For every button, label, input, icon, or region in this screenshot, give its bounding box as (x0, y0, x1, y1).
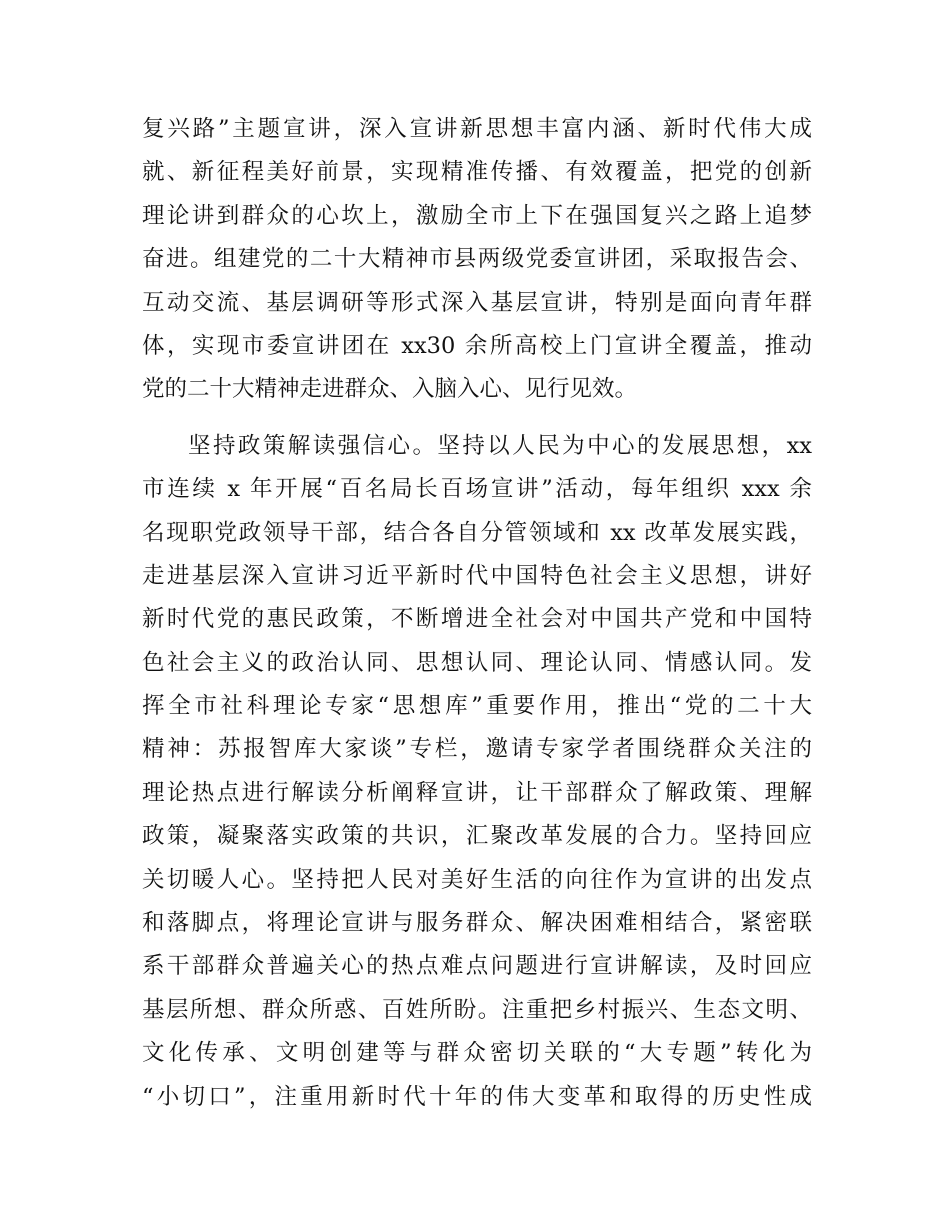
text-line: 政策，凝聚落实政策的共识，汇聚改革发展的合力。坚持回应 (142, 823, 812, 850)
text-line: 名现职党政领导干部，结合各自分管领域和 xx 改革发展实践， (142, 519, 812, 546)
paragraph-1 (142, 108, 812, 412)
text-line: 基层所想、群众所惑、百姓所盼。注重把乡村振兴、生态文明、 (142, 996, 812, 1023)
text-line: 关切暖人心。坚持把人民对美好生活的向往作为宣讲的出发点 (142, 866, 812, 893)
text-line: 复兴路”主题宣讲，深入宣讲新思想丰富内涵、新时代伟大成 (142, 116, 812, 142)
text-line: “小切口”，注重用新时代十年的伟大变革和取得的历史性成 (142, 1083, 812, 1110)
text-line: 色社会主义的政治认同、思想认同、理论认同、情感认同。发 (142, 649, 812, 676)
body-text (142, 108, 812, 1119)
text-line: 挥全市社科理论专家“思想库”重要作用，推出“党的二十大 (142, 693, 812, 720)
text-line: 走进基层深入宣讲习近平新时代中国特色社会主义思想，讲好 (142, 562, 812, 589)
text-line: 就、新征程美好前景，实现精准传播、有效覆盖，把党的创新 (142, 159, 812, 186)
text-line: 市连续 x 年开展“百名局长百场宣讲”活动，每年组织 xxx 余 (142, 476, 812, 503)
text-line: 党的二十大精神走进群众、入脑入心、见行见效。 (142, 376, 638, 403)
text-line: 互动交流、基层调研等形式深入基层宣讲，特别是面向青年群 (142, 289, 812, 316)
text-line: 理论讲到群众的心坎上，激励全市上下在强国复兴之路上追梦 (142, 202, 812, 229)
text-line: 系干部群众普遍关心的热点难点问题进行宣讲解读，及时回应 (142, 953, 812, 980)
paragraph-2 (142, 425, 812, 1119)
text-line: 文化传承、文明创建等与群众密切关联的“大专题”转化为 (142, 1040, 812, 1067)
text-line: 新时代党的惠民政策，不断增进全社会对中国共产党和中国特 (142, 606, 812, 633)
text-line: 理论热点进行解读分析阐释宣讲，让干部群众了解政策、理解 (142, 779, 812, 806)
text-line: 精神：苏报智库大家谈”专栏，邀请专家学者围绕群众关注的 (142, 736, 812, 763)
paragraph-spacer (142, 412, 812, 425)
text-line: 和落脚点，将理论宣讲与服务群众、解决困难相结合，紧密联 (142, 910, 812, 937)
text-line: 坚持政策解读强信心。坚持以人民为中心的发展思想，xx (188, 432, 812, 459)
text-line: 奋进。组建党的二十大精神市县两级党委宣讲团，采取报告会、 (142, 246, 812, 273)
text-line: 体，实现市委宣讲团在 xx30 余所高校上门宣讲全覆盖，推动 (142, 332, 812, 359)
